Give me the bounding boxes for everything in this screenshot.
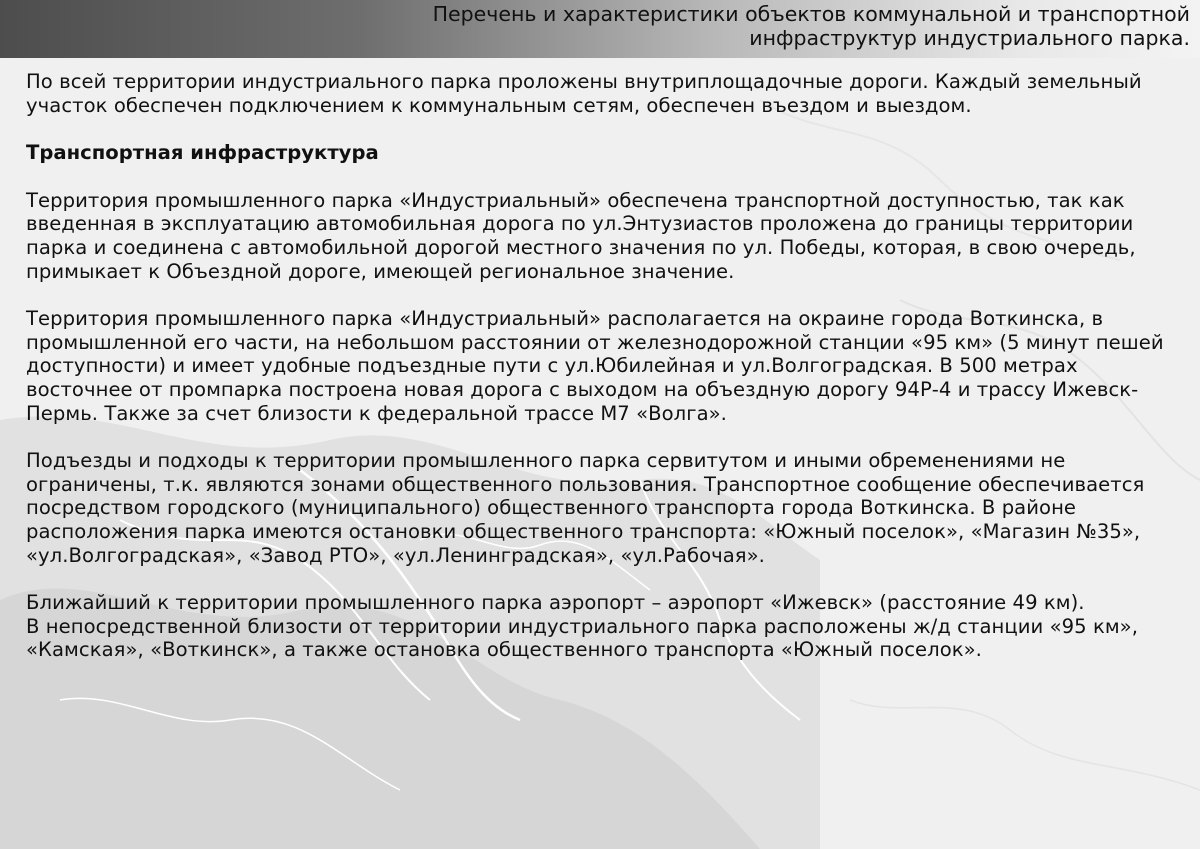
page-title <box>290 2 1190 50</box>
paragraph-road-access: Территория промышленного парка «Индустриальный» обеспечена транспортной доступностью, так как введенная в эксплуатацию автомобильная дорога по ул.Энтузиастов проложена до границы территории парка и соединена с автомобильной дорогой местного значения по ул. Победы, которая, в свою очередь, примыкает к Объездной дороге, имеющей региональное значение. <box>26 188 1136 283</box>
paragraph-public-transport: Подъезды и подходы к территории промышленного парка сервитутом и иными обременениями не ограничены, т.к. являются зонами общественного пользования. Транспортное сообщение обеспечивается посредством городского (муниципального) общественного транспорта города Воткинска. В районе расположения парка имеются остановки общественного транспорта: «Южный поселок», «Магазин №35», «ул.Волгоградская», «Завод РТО», «ул.Ленинградская», «ул.Рабочая». <box>26 449 1145 567</box>
paragraph-airport: Ближайший к территории промышленного парка аэропорт – аэропорт «Ижевск» (расстояние 49 км). <box>26 591 1085 615</box>
paragraph-railway: В непосредственной близости от территории индустриального парка расположены ж/д станции «95 км», «Камская», «Воткинск», а также остановка общественного транспорта «Южный поселок». <box>26 614 1138 662</box>
intro-paragraph: По всей территории индустриального парка проложены внутриплощадочные дороги. Каждый земельный участок обеспечен подключением к коммунальным сетям, обеспечен въездом и выездом. <box>26 70 1142 117</box>
paragraph-location: Территория промышленного парка «Индустриальный» располагается на окраине города Воткинска, в промышленной его части, на небольшом расстоянии от железнодорожной станции «95 км» (5 минут пешей доступности) и имеет удобные подъездные пути с ул.Юбилейная и ул.Волгоградская. В 500 метрах восточнее от промпарка построена новая дорога с выходом на объездную дорогу 94Р-4 и трассу Ижевск-Пермь. Также за счет близости к федеральной трассе М7 «Волга». <box>26 307 1164 425</box>
section-heading: Транспортная инфраструктура <box>26 141 379 165</box>
page-title-line-1: Перечень и характеристики объектов коммунальной и транспортной <box>432 2 1190 26</box>
document-body <box>26 70 1181 686</box>
page-title-line-2: инфраструктур индустриального парка. <box>749 26 1190 50</box>
